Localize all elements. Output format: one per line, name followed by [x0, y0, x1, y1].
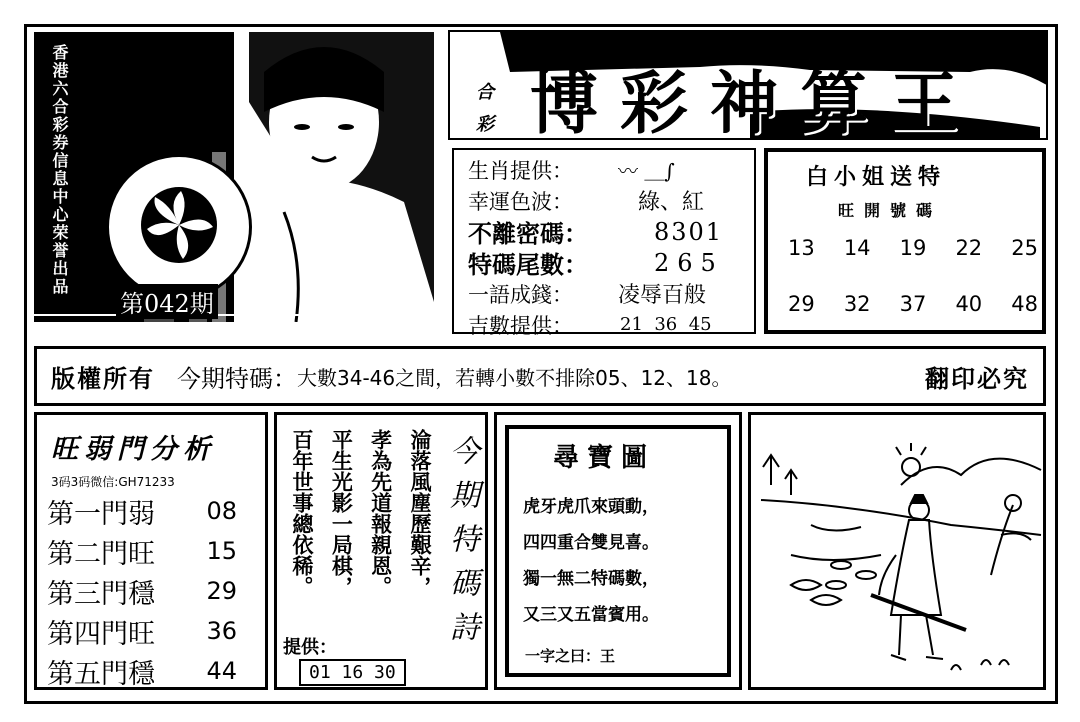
poem-column: 百年世事總依稀。 — [290, 429, 315, 597]
treasure-lines — [523, 489, 659, 633]
info-value: 8301 — [654, 217, 724, 246]
info-row-lucky — [468, 309, 754, 340]
gate-row — [37, 531, 265, 571]
issue-number: 第042期 — [116, 284, 218, 319]
gate-label: 第三門穩 — [47, 578, 155, 610]
treasure-panel — [494, 412, 742, 690]
info-value: 綠、紅 — [638, 190, 705, 215]
number-cell: 25 — [1011, 236, 1038, 260]
number-cell: 19 — [899, 236, 927, 260]
hongkong-seal — [106, 154, 252, 300]
miss-bai-subtitle: 旺開號碼 — [838, 201, 943, 220]
info-row-color — [468, 185, 754, 216]
poem-column: 平生光影一局棋， — [329, 429, 355, 597]
gate-value: 15 — [206, 537, 237, 565]
poem-columns — [287, 429, 435, 629]
gate-label: 第一門弱 — [47, 498, 155, 530]
title-small-char-3: 彩 — [476, 114, 494, 135]
gate-label: 第五門穩 — [47, 658, 155, 690]
gate-value: 36 — [206, 617, 237, 645]
poem-panel — [274, 412, 488, 690]
info-panel — [452, 148, 756, 338]
seal-bottom-text: HONGKONG — [145, 263, 213, 274]
header-title-box — [448, 30, 1048, 140]
info-row-zodiac — [468, 154, 754, 185]
info-label: 一語成錢： — [468, 282, 573, 307]
info-value: 265 — [654, 248, 724, 277]
provide-label: 提供： — [283, 637, 337, 658]
treasure-line: 獨一無二特碼數， — [523, 569, 659, 589]
provide-numbers: 01 16 30 — [299, 659, 406, 686]
gate-row — [37, 611, 265, 651]
gate-label: 第二門旺 — [47, 538, 155, 570]
banner — [34, 346, 1046, 406]
treasure-footer: 一字之曰：王 — [525, 647, 616, 665]
vertical-header-text: 香港六合彩券信息中心荣誉出品 — [50, 44, 69, 296]
zodiac-symbol-icon: 〰 ＿∫ — [618, 159, 675, 183]
photo-background-art — [34, 32, 440, 322]
title-small-char-2: 合 — [476, 82, 494, 103]
number-cell: 22 — [955, 236, 983, 260]
title-small-char-1: 六 — [476, 50, 494, 71]
miss-bai-panel — [764, 148, 1046, 334]
gate-value: 29 — [206, 577, 237, 605]
banner-left: 版權所有 — [51, 363, 155, 393]
treasure-line: 又三又五當賓用。 — [523, 605, 659, 625]
poem-column: 孝為先道報親恩。 — [368, 429, 394, 597]
info-label: 吉數提供： — [468, 313, 573, 338]
number-cell: 37 — [899, 292, 927, 316]
info-row-tail — [468, 247, 754, 278]
number-cell: 13 — [788, 236, 815, 260]
info-row-secret — [468, 216, 754, 247]
gate-row — [37, 651, 265, 691]
gate-value: 44 — [206, 657, 237, 685]
photo-panel — [34, 32, 440, 322]
number-cell: 48 — [1011, 292, 1038, 316]
banner-text: 大數34-46之間，若轉小數不排除05、12、18。 — [297, 365, 732, 390]
bauhinia-icon — [137, 183, 221, 267]
banner-right: 翻印必究 — [925, 363, 1029, 393]
number-row-2 — [788, 292, 1038, 316]
info-label: 不離密碼： — [468, 219, 588, 248]
gate-value: 08 — [206, 497, 237, 525]
number-cell: 14 — [843, 236, 871, 260]
info-value: 凌辱百般 — [618, 283, 707, 308]
poem-side-title: 今期特碼詩 — [444, 435, 479, 655]
number-cell: 32 — [843, 292, 871, 316]
gates-title: 旺弱門分析 — [51, 434, 216, 465]
number-row-1 — [788, 236, 1038, 260]
treasure-title: 尋寶圖 — [553, 443, 656, 473]
illustration-panel — [748, 412, 1046, 690]
wechat-text: 3码3码微信:GH71233 — [51, 475, 175, 489]
miss-bai-title: 白小姐送特 — [806, 164, 947, 190]
gate-label: 第四門旺 — [47, 618, 155, 650]
treasure-line: 四四重合雙見喜。 — [523, 533, 659, 553]
main-title: 博彩神算王 — [530, 64, 981, 140]
info-label: 生肖提供： — [468, 158, 573, 183]
gates-panel — [34, 412, 268, 690]
banner-label: 今期特碼： — [177, 364, 297, 393]
gate-row — [37, 491, 265, 531]
info-label: 幸運色波： — [468, 189, 573, 214]
gates-list — [37, 491, 265, 691]
scholar-illustration — [751, 415, 1043, 687]
info-value: 21 36 45 — [620, 314, 712, 335]
info-label: 特碼尾數： — [468, 250, 588, 279]
poem-column: 淪落風塵歷艱辛， — [407, 429, 433, 597]
number-cell: 29 — [788, 292, 815, 316]
info-row-phrase — [468, 278, 754, 309]
gate-row — [37, 571, 265, 611]
number-cell: 40 — [955, 292, 983, 316]
treasure-line: 虎牙虎爪來頭動， — [523, 497, 659, 517]
